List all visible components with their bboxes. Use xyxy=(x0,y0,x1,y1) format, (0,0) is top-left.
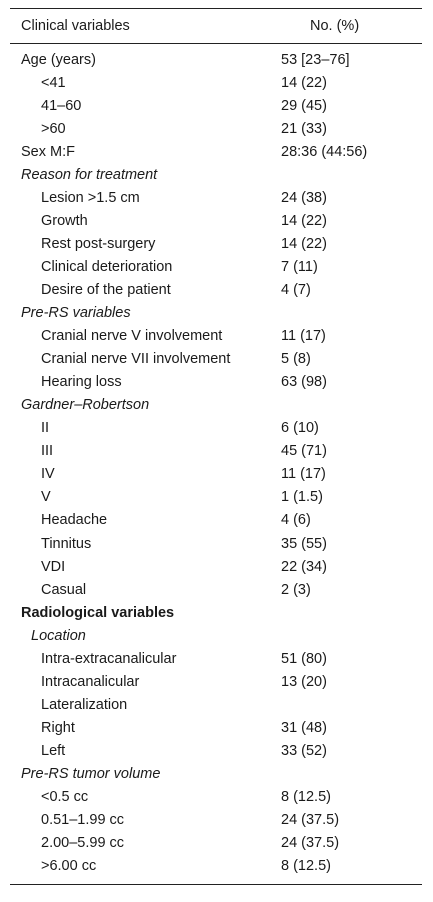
table-row xyxy=(10,417,422,440)
row-label: Radiological variables xyxy=(21,604,175,621)
row-value: 14 (22) xyxy=(281,212,327,229)
table-row xyxy=(10,348,422,371)
table-row xyxy=(10,762,422,785)
row-label: V xyxy=(41,489,51,506)
row-label: Location xyxy=(31,627,86,644)
row-label: Cranial nerve VII involvement xyxy=(41,351,231,368)
table-body xyxy=(10,44,422,885)
row-value: 4 (7) xyxy=(281,281,311,298)
row-label: Growth xyxy=(41,212,88,229)
row-value: 24 (37.5) xyxy=(281,812,340,829)
row-label: Right xyxy=(41,719,75,736)
row-value: 35 (55) xyxy=(281,535,327,552)
row-value: 14 (22) xyxy=(281,74,327,91)
table-row xyxy=(10,832,422,855)
table-row xyxy=(10,255,422,278)
row-label: Left xyxy=(41,742,66,759)
table-row xyxy=(10,647,422,670)
row-value: 53 [23–76] xyxy=(281,51,350,68)
table-header xyxy=(10,8,422,44)
row-label: Gardner–Robertson xyxy=(21,397,150,414)
row-value: 28:36 (44:56) xyxy=(281,143,368,160)
table-row xyxy=(10,463,422,486)
row-label: >6.00 cc xyxy=(41,858,97,875)
table-row xyxy=(10,716,422,739)
header-count-percent: No. (%) xyxy=(310,18,360,34)
row-label: Casual xyxy=(41,581,87,598)
row-label: III xyxy=(41,443,54,460)
row-label: >60 xyxy=(41,120,66,137)
row-label: Clinical deterioration xyxy=(41,258,173,275)
header-clinical-variables: Clinical variables xyxy=(21,18,130,34)
table-row xyxy=(10,71,422,94)
row-value: 33 (52) xyxy=(281,742,327,759)
row-label: Age (years) xyxy=(21,51,96,68)
row-label: <0.5 cc xyxy=(41,789,89,806)
table-row xyxy=(10,555,422,578)
table-row xyxy=(10,739,422,762)
row-value: 2 (3) xyxy=(281,581,311,598)
table-row xyxy=(10,209,422,232)
row-label: Intracanalicular xyxy=(41,673,140,690)
row-value: 11 (17) xyxy=(281,466,326,483)
row-value: 13 (20) xyxy=(281,673,327,690)
row-value: 24 (38) xyxy=(281,189,327,206)
table-row xyxy=(10,325,422,348)
row-label: VDI xyxy=(41,558,66,575)
row-label: Hearing loss xyxy=(41,374,122,391)
table-row xyxy=(10,486,422,509)
row-value: 45 (71) xyxy=(281,443,327,460)
row-label: 41–60 xyxy=(41,97,82,114)
row-value: 24 (37.5) xyxy=(281,835,340,852)
table-row xyxy=(10,786,422,809)
table-row xyxy=(10,48,422,71)
row-value: 51 (80) xyxy=(281,650,327,667)
table-row xyxy=(10,670,422,693)
table-row xyxy=(10,809,422,832)
table-row xyxy=(10,371,422,394)
row-value: 8 (12.5) xyxy=(281,858,331,875)
row-label: Lesion >1.5 cm xyxy=(41,189,140,206)
row-value: 8 (12.5) xyxy=(281,789,331,806)
row-label: II xyxy=(41,420,50,437)
table-row xyxy=(10,94,422,117)
row-value: 22 (34) xyxy=(281,558,327,575)
row-value: 6 (10) xyxy=(281,420,319,437)
row-label: Headache xyxy=(41,512,108,529)
row-label: Pre-RS variables xyxy=(21,305,131,322)
row-label: IV xyxy=(41,466,55,483)
row-value: 21 (33) xyxy=(281,120,327,137)
table-row xyxy=(10,624,422,647)
row-value: 5 (8) xyxy=(281,351,311,368)
row-value: 14 (22) xyxy=(281,235,327,252)
table-row xyxy=(10,117,422,140)
row-value: 4 (6) xyxy=(281,512,311,529)
row-label: 0.51–1.99 cc xyxy=(41,812,125,829)
table-row xyxy=(10,855,422,878)
row-label: Rest post-surgery xyxy=(41,235,156,252)
row-label: Sex M:F xyxy=(21,143,75,160)
table-row xyxy=(10,186,422,209)
row-label: Lateralization xyxy=(41,696,128,713)
row-label: Intra-extracanalicular xyxy=(41,650,177,667)
table-row xyxy=(10,140,422,163)
row-value: 11 (17) xyxy=(281,328,326,345)
row-value: 1 (1.5) xyxy=(281,489,323,506)
row-label: <41 xyxy=(41,74,66,91)
row-value: 31 (48) xyxy=(281,719,327,736)
row-label: Cranial nerve V involvement xyxy=(41,328,223,345)
row-value: 63 (98) xyxy=(281,374,327,391)
row-label: Tinnitus xyxy=(41,535,92,552)
row-value: 29 (45) xyxy=(281,97,327,114)
table-row xyxy=(10,693,422,716)
table-row xyxy=(10,232,422,255)
table-row xyxy=(10,394,422,417)
clinical-variables-table xyxy=(10,8,422,885)
row-label: 2.00–5.99 cc xyxy=(41,835,125,852)
table-row xyxy=(10,578,422,601)
row-value: 7 (11) xyxy=(281,258,318,275)
table-row xyxy=(10,509,422,532)
table-row xyxy=(10,601,422,624)
row-label: Desire of the patient xyxy=(41,281,171,298)
table-row xyxy=(10,302,422,325)
table-row xyxy=(10,278,422,301)
table-row xyxy=(10,440,422,463)
table-row xyxy=(10,163,422,186)
table-row xyxy=(10,532,422,555)
row-label: Reason for treatment xyxy=(21,166,158,183)
row-label: Pre-RS tumor volume xyxy=(21,765,161,782)
